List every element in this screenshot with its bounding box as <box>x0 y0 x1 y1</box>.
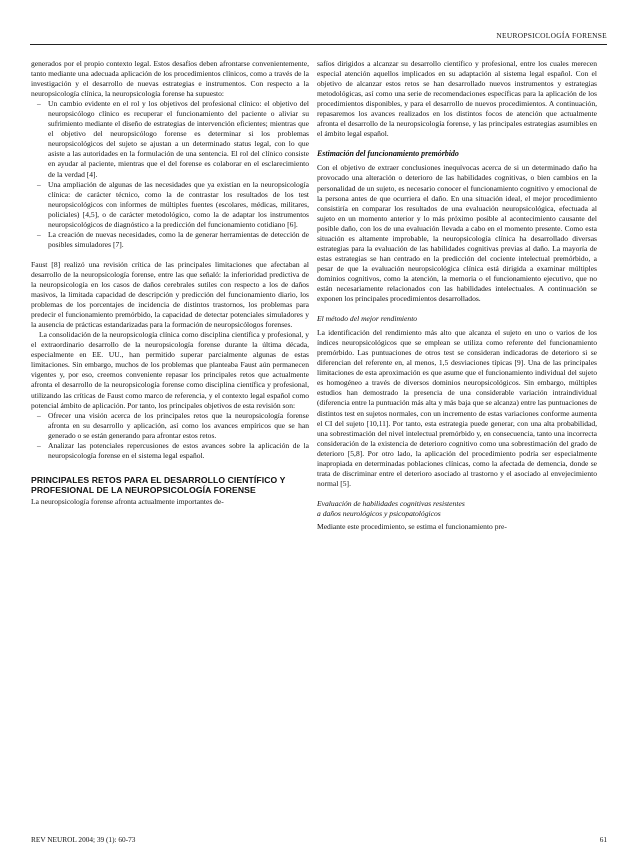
left-column <box>31 59 309 507</box>
right-column <box>317 59 597 532</box>
journal-citation: REV NEUROL 2004; 39 (1): 60-73 <box>31 835 136 844</box>
subsubsection-heading: El método del mejor rendimiento <box>317 314 418 324</box>
list-item: – Un cambio evidente en el rol y los objetivos del profesional clínico: el objetivo del neuropsicólogo clínico es recuperar el funcionamiento del paciente o aliviar su sufrimiento mediante el diseño de estrategias de intervención eficientes; mientras que el objetivo del neuropsicólogo forense es determinar si los problemas neuropsicológicos del sujeto se ajustan a un determinado status legal, con lo que asiste a las autoridades en la formulación de una sentencia. El rol del clínico consiste en ayudar al paciente, mientras que el del forense es colaborar en el esclarecimiento de la verdad [4]. <box>48 99 309 179</box>
heading-line-1: Evaluación de habilidades cognitivas resistentes <box>317 498 465 508</box>
paragraph: Mediante este procedimiento, se estima el funcionamiento pre- <box>317 521 507 531</box>
paragraph: La identificación del rendimiento más alto que alcanza el sujeto en uno o varios de los índices neuropsicológicos que se emplean se utiliza como referente del funcionamiento premórbido. Las puntuaciones de otros test se consideran indicadoras de deterioro si se diferencian del referente en, al menos, 1,5 desviaciones típicas [9]. Una de las principales limitaciones de esta aproximación es que asume que el funcionamiento individual del sujeto es homogéneo a través de diversos dominios neuropsicológicos. Sin embargo, múltiples estudios han demostrado la presencia de una considerable variación intraindividual (diferencia entre la puntuación más alta y más baja que se alcanza) entre las puntuaciones de distintos test en sujetos normales, con un incremento de estas variaciones conforme aumenta el CI del sujeto [10,11]. Por tanto, esta estrategia puede generar, con una alta probabilidad, una sobrestimación del nivel intelectual premórbido y, en consecuencia, tanto una incorrecta consideración de la existencia de deterioro cognitivo como una sobrestimación del grado de deterioro [5,8]. Por otro lado, la aplicación del procedimiento podría ser especialmente inapropiada en determinadas poblaciones clínicas, como la afectada de demencia, donde se trata de discriminar entre el deterioro asociado al trastorno y el asociado al envejecimiento normal [5]. <box>317 328 597 488</box>
paragraph: generados por el propio contexto legal. Estos desafíos deben afrontarse convenientemente, tanto mediante una adecuada aplicación de los procedimientos clínicos, como a través de la investigación y el desarrollo de nuevas estrategias e instrumentos. Con respecto a la neuropsicología clínica, la neuropsicología forense ha supuesto: <box>31 59 309 99</box>
page-number: 61 <box>599 835 607 844</box>
bullet-list <box>31 99 309 250</box>
running-header-title: NEUROPSICOLOGÍA FORENSE <box>496 31 607 40</box>
list-item: – Ofrecer una visión acerca de los principales retos que la neuropsicología forense afronta en su desarrollo y aplicación, así como los avances empíricos que se han generado o se están generando para afrontar estos retos. <box>48 411 309 441</box>
subsection-heading: Estimación del funcionamiento premórbido <box>317 149 459 159</box>
list-item: – Analizar las potenciales repercusiones de estos avances sobre la aplicación de la neuropsicología forense en el sistema legal español. <box>48 441 309 461</box>
paragraph: La consolidación de la neuropsicología clínica como disciplina científica y profesional, y el extraordinario desarrollo de la neuropsicología forense durante la última década, especialmente en EE. UU., han permitido superar parcialmente algunas de estas limitaciones. Sin embargo, muchos de los problemas que planteaba Faust aún permanecen vigentes y, por eso, creemos conveniente repasar los principales retos que actualmente afronta el desarrollo de la neuropsicología forense como disciplina científica y profesional, utilizando las críticas de Faust como marco de referencia, y el contexto legal español como potencial ámbito de aplicación. Por tanto, los principales objetivos de esta revisión son: <box>31 330 309 410</box>
bullet-list <box>31 411 309 461</box>
section-heading: PRINCIPALES RETOS PARA EL DESARROLLO CIENTÍFICO Y PROFESIONAL DE LA NEUROPSICOLOGÍA FORENSE <box>31 474 286 496</box>
list-item: – Una ampliación de algunas de las necesidades que ya existían en la neuropsicología clínica: de carácter técnico, como la de contrastar los resultados de los test neuropsicológicos con informes de múltiples fuentes (escolares, médicas, militares, policiales) [4,5], o de carácter metodológico, como la de adaptar los instrumentos neuropsicológicos de diagnóstico a la predicción del funcionamiento cotidiano [6]. <box>48 180 309 230</box>
subsubsection-heading <box>317 499 597 519</box>
paragraph: safíos dirigidos a alcanzar su desarrollo científico y profesional, entre los cuales merecen especial atención aquellos implicados en su adaptación al sistema legal español. Con el objetivo de alcanzar estos retos se han desarrollado nuevos instrumentos y estrategias metodológicas, así como una serie de recomendaciones específicas para la aplicación de los procedimientos disponibles, y para el desarrollo de nuevos procedimientos. A continuación, repasaremos los avances realizados en los distintos focos de atención que actualmente afronta el desarrollo de la neuropsicología forense, y las principales estrategias asumibles en el ámbito legal español. <box>317 59 597 139</box>
paragraph: Con el objetivo de extraer conclusiones inequívocas acerca de si un determinado daño ha provocado una alteración o deterioro de las habilidades cognitivas, o bien cambios en la personalidad de un sujeto, es necesario conocer el funcionamiento cognitivo y emocional de la persona antes de que ocurriera el daño. En una situación ideal, el mejor procedimiento consistiría en comparar los resultados de una evaluación neuropsicológica, efectuada al sujeto en un momento anterior y lo más próximo posible al acontecimiento causante del posible daño, con los de una evaluación llevada a cabo en el momento presente. Como esta situación es altamente improbable, la neuropsicología clínica ha desarrollado diversas estrategias para la evaluación de las habilidades cognitivas previas al daño. La mayoría de estas estrategias se han centrado en la predicción del cociente intelectual premórbido, a pesar de que la evaluación neuropsicológica clínica está dirigida a examinar múltiples dominios cognitivos, como la atención, la memoria o el funcionamiento ejecutivo, que no están necesariamente relacionados con las habilidades intelectuales. A continuación se exponen los principales procedimientos desarrollados. <box>317 163 597 304</box>
paragraph: La neuropsicología forense afronta actualmente importantes de- <box>31 496 224 506</box>
paragraph: Faust [8] realizó una revisión crítica de las principales limitaciones que afectaban al desarrollo de la neuropsicología forense, entre las que señaló: la inferioridad predictiva de la neuropsicología en los casos de daños cerebrales sutiles con respecto a los de daños masivos, la limitada capacidad de descripción y predicción del funcionamiento diario, los problemas de los porcentajes de incidencia de distintos trastornos, los problemas para predecir el funcionamiento premórbido, la capacidad de detectar potenciales simuladores y la ausencia de prácticas estandarizadas para la formación de neuropsicólogos forenses. <box>31 259 309 330</box>
running-header <box>30 31 607 45</box>
list-item: – La creación de nuevas necesidades, como la de generar herramientas de detección de posibles simuladores [7]. <box>48 230 309 250</box>
heading-line-2: a daños neurológicos y psicopatológicos <box>317 508 441 518</box>
